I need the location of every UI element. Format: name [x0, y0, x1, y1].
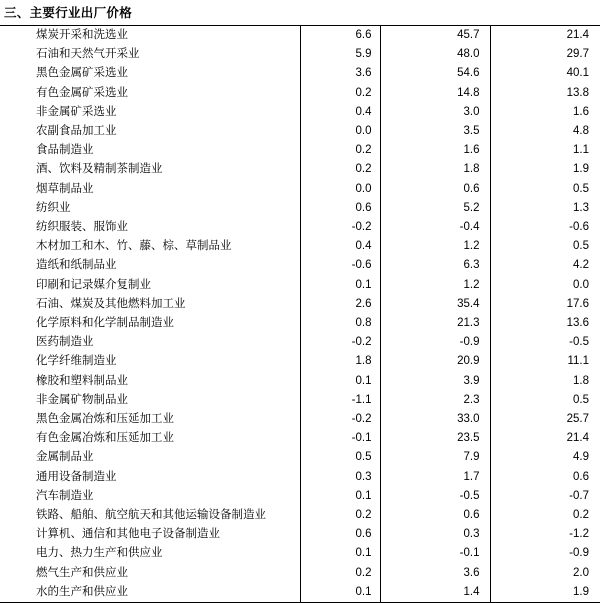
- row-industry-name: 通用设备制造业: [0, 468, 300, 487]
- table-row: [0, 448, 600, 467]
- row-value-cumulative: 4.2: [573, 259, 589, 272]
- row-value-yoy: 14.8: [380, 84, 490, 103]
- row-value-mom: 0.2: [300, 84, 380, 103]
- table-row: [0, 564, 600, 583]
- table-row: [0, 103, 600, 122]
- row-industry-name: 有色金属矿采选业: [0, 84, 300, 103]
- row-value-yoy: 0.6: [380, 506, 490, 525]
- table-row: [0, 333, 600, 352]
- row-industry-name: 石油和天然气开采业: [0, 45, 300, 64]
- row-value-mom: 3.6: [300, 64, 380, 83]
- row-value-yoy: 7.9: [380, 448, 490, 467]
- row-value-cumulative: 4.9: [573, 451, 589, 464]
- row-value-mom: 0.6: [300, 199, 380, 218]
- row-value-mom: -0.1: [300, 429, 380, 448]
- row-value-yoy: 1.2: [380, 276, 490, 295]
- row-value-cumulative: 13.6: [566, 317, 589, 330]
- row-value-cumulative: 1.6: [573, 105, 589, 118]
- table-row: [0, 84, 600, 103]
- row-value-cumulative: -0.7: [569, 489, 589, 502]
- row-value-cumulative: 21.4: [490, 26, 600, 46]
- row-value-mom: 5.9: [300, 45, 380, 64]
- row-value-yoy: 1.4: [380, 583, 490, 603]
- row-industry-name: 金属制品业: [0, 448, 300, 467]
- row-industry-name: 纺织业: [0, 199, 300, 218]
- table-row: [0, 468, 600, 487]
- row-industry-name: 石油、煤炭及其他燃料加工业: [0, 295, 300, 314]
- row-value-yoy: -0.5: [380, 487, 490, 506]
- row-industry-name: 食品制造业: [0, 141, 300, 160]
- row-value-mom: -0.2: [300, 410, 380, 429]
- row-industry-name: 铁路、船舶、航空航天和其他运输设备制造业: [0, 506, 300, 525]
- row-value-yoy: 21.3: [380, 314, 490, 333]
- row-value-cumulative: 21.4: [566, 432, 589, 445]
- table-row: [0, 180, 600, 199]
- table-row: [0, 506, 600, 525]
- table-row: [0, 160, 600, 179]
- row-value-mom: 0.1: [300, 276, 380, 295]
- row-value-mom: -0.2: [300, 218, 380, 237]
- row-value-cumulative: 1.3: [573, 201, 589, 214]
- row-value-yoy: -0.4: [380, 218, 490, 237]
- table-body: [0, 26, 600, 603]
- row-value-yoy: 54.6: [380, 64, 490, 83]
- row-industry-name: 橡胶和塑料制品业: [0, 372, 300, 391]
- row-value-cumulative: -1.2: [569, 528, 589, 541]
- row-industry-name: 燃气生产和供应业: [0, 564, 300, 583]
- row-value-cumulative: 25.7: [566, 413, 589, 426]
- row-value-mom: 0.0: [300, 122, 380, 141]
- row-value-yoy: 23.5: [380, 429, 490, 448]
- row-value-mom: 2.6: [300, 295, 380, 314]
- row-value-mom: 0.0: [300, 180, 380, 199]
- row-value-mom: 0.3: [300, 468, 380, 487]
- section-title: 三、主要行业出厂价格: [4, 6, 133, 20]
- row-value-cumulative: 0.2: [573, 509, 589, 522]
- row-value-yoy: 0.6: [380, 180, 490, 199]
- row-value-yoy: 0.3: [380, 525, 490, 544]
- row-value-yoy: 35.4: [380, 295, 490, 314]
- row-value-cumulative: -0.6: [569, 221, 589, 234]
- row-value-cumulative: 29.7: [566, 48, 589, 61]
- row-value-yoy: 1.7: [380, 468, 490, 487]
- table-row: [0, 276, 600, 295]
- row-value-yoy: 48.0: [380, 45, 490, 64]
- row-value-mom: 0.4: [300, 237, 380, 256]
- row-value-cumulative: -0.9: [569, 547, 589, 560]
- row-industry-name: 酒、饮料及精制茶制造业: [0, 160, 300, 179]
- industry-ppi-table: [0, 25, 600, 603]
- row-value-yoy: 6.3: [380, 256, 490, 275]
- row-industry-name: 电力、热力生产和供应业: [0, 544, 300, 563]
- row-value-mom: 0.2: [300, 141, 380, 160]
- table-row: [0, 122, 600, 141]
- row-industry-name: 非金属矿物制品业: [0, 391, 300, 410]
- row-value-cumulative: 11.1: [567, 355, 589, 368]
- table-row: [0, 256, 600, 275]
- row-industry-name: 农副食品加工业: [0, 122, 300, 141]
- table-row: [0, 372, 600, 391]
- row-value-mom: 0.1: [300, 487, 380, 506]
- row-industry-name: 煤炭开采和洗选业: [0, 26, 300, 46]
- table-row: [0, 525, 600, 544]
- row-value-mom: 0.8: [300, 314, 380, 333]
- row-value-yoy: 1.2: [380, 237, 490, 256]
- row-value-cumulative: 1.9: [490, 583, 600, 603]
- table-row: [0, 429, 600, 448]
- row-value-mom: 0.2: [300, 160, 380, 179]
- table-row: [0, 141, 600, 160]
- row-value-mom: 0.6: [300, 525, 380, 544]
- table-row: [0, 45, 600, 64]
- row-value-cumulative: 0.5: [573, 393, 589, 406]
- row-value-cumulative: 2.0: [573, 566, 589, 579]
- table-row: [0, 487, 600, 506]
- row-value-yoy: -0.9: [380, 333, 490, 352]
- row-value-cumulative: 1.1: [573, 144, 589, 157]
- table-row: [0, 391, 600, 410]
- table-row: [0, 544, 600, 563]
- table-row: [0, 64, 600, 83]
- row-industry-name: 汽车制造业: [0, 487, 300, 506]
- row-value-cumulative: 1.8: [573, 374, 589, 387]
- row-industry-name: 印刷和记录媒介复制业: [0, 276, 300, 295]
- table-row: [0, 583, 600, 603]
- row-value-mom: 0.4: [300, 103, 380, 122]
- row-value-cumulative: 0.5: [573, 182, 589, 195]
- row-industry-name: 医药制造业: [0, 333, 300, 352]
- row-value-yoy: 1.6: [380, 141, 490, 160]
- row-industry-name: 黑色金属冶炼和压延加工业: [0, 410, 300, 429]
- row-industry-name: 水的生产和供应业: [0, 583, 300, 603]
- row-value-mom: 0.2: [300, 564, 380, 583]
- row-value-yoy: 5.2: [380, 199, 490, 218]
- row-industry-name: 黑色金属矿采选业: [0, 64, 300, 83]
- table-row: [0, 199, 600, 218]
- row-value-yoy: 3.0: [380, 103, 490, 122]
- row-value-mom: 0.1: [300, 544, 380, 563]
- row-industry-name: 木材加工和木、竹、藤、棕、草制品业: [0, 237, 300, 256]
- table-row: [0, 218, 600, 237]
- row-value-cumulative: 13.8: [566, 86, 589, 99]
- row-value-yoy: 3.5: [380, 122, 490, 141]
- row-value-yoy: 3.9: [380, 372, 490, 391]
- row-value-mom: 6.6: [300, 26, 380, 46]
- row-value-cumulative: 0.6: [573, 470, 589, 483]
- row-industry-name: 有色金属冶炼和压延加工业: [0, 429, 300, 448]
- row-value-mom: 0.1: [300, 372, 380, 391]
- row-value-cumulative: 40.1: [566, 67, 589, 80]
- row-value-mom: 0.2: [300, 506, 380, 525]
- row-value-yoy: 33.0: [380, 410, 490, 429]
- row-value-yoy: 3.6: [380, 564, 490, 583]
- table-row: [0, 352, 600, 371]
- row-value-mom: -1.1: [300, 391, 380, 410]
- row-industry-name: 烟草制品业: [0, 180, 300, 199]
- table-row: [0, 26, 600, 46]
- table-row: [0, 295, 600, 314]
- row-industry-name: 化学原料和化学制品制造业: [0, 314, 300, 333]
- row-value-cumulative: 1.9: [573, 163, 589, 176]
- row-value-mom: 0.5: [300, 448, 380, 467]
- row-value-mom: -0.2: [300, 333, 380, 352]
- row-value-cumulative: 17.6: [566, 297, 589, 310]
- row-value-mom: 0.1: [300, 583, 380, 603]
- row-industry-name: 纺织服装、服饰业: [0, 218, 300, 237]
- row-value-cumulative: 4.8: [573, 125, 589, 138]
- table-row: [0, 410, 600, 429]
- row-value-cumulative: -0.5: [569, 336, 589, 349]
- row-value-yoy: 45.7: [380, 26, 490, 46]
- row-value-cumulative: 0.5: [573, 240, 589, 253]
- row-value-yoy: 20.9: [380, 352, 490, 371]
- row-industry-name: 计算机、通信和其他电子设备制造业: [0, 525, 300, 544]
- row-industry-name: 化学纤维制造业: [0, 352, 300, 371]
- row-value-yoy: 2.3: [380, 391, 490, 410]
- table-row: [0, 237, 600, 256]
- row-value-mom: -0.6: [300, 256, 380, 275]
- table-row: [0, 314, 600, 333]
- row-value-yoy: -0.1: [380, 544, 490, 563]
- row-value-yoy: 1.8: [380, 160, 490, 179]
- row-industry-name: 非金属矿采选业: [0, 103, 300, 122]
- row-value-mom: 1.8: [300, 352, 380, 371]
- row-value-cumulative: 0.0: [573, 278, 589, 291]
- row-industry-name: 造纸和纸制品业: [0, 256, 300, 275]
